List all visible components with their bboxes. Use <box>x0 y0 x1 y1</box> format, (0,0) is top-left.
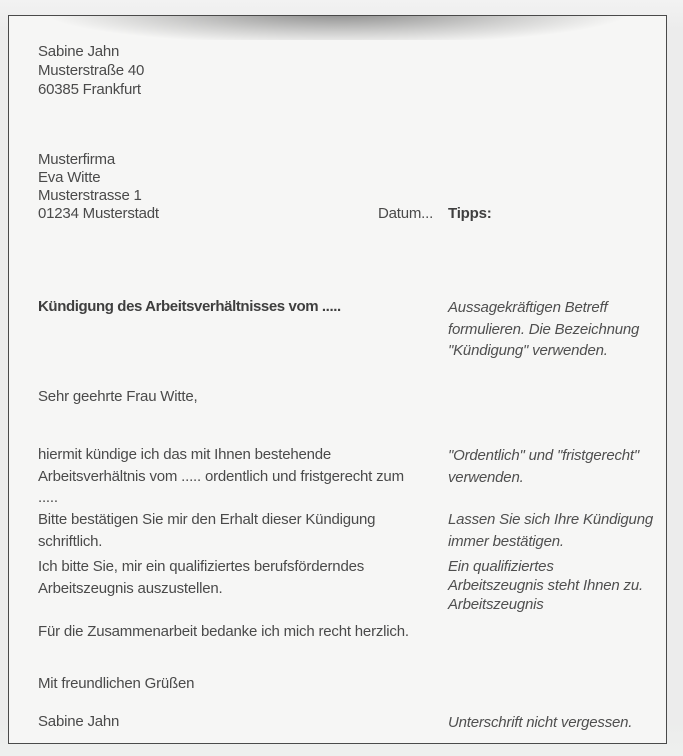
paragraph-line: Für die Zusammenarbeit bedanke ich mich recht herzlich. <box>38 623 409 640</box>
subject-line: Kündigung des Arbeitsverhältnisses vom ..... <box>38 298 341 315</box>
tip-line: "Kündigung" verwenden. <box>448 342 608 359</box>
signature-name: Sabine Jahn <box>38 713 120 730</box>
tip-line: verwenden. <box>448 468 524 486</box>
closing-phrase: Mit freundlichen Grüßen <box>38 675 195 692</box>
body-paragraph <box>38 444 404 509</box>
sender-address <box>38 42 144 99</box>
tip-signature <box>448 712 632 734</box>
tip-line: Unterschrift nicht vergessen. <box>448 714 633 731</box>
paragraph-line: hiermit kündige ich das mit Ihnen bestehende <box>38 446 332 463</box>
body-paragraph <box>38 621 409 643</box>
paragraph-line: Ich bitte Sie, mir ein qualifiziertes berufsförderndes <box>38 558 365 575</box>
recipient-street: Musterstrasse 1 <box>38 187 142 204</box>
body-paragraph <box>38 509 375 552</box>
tip-line: Arbeitszeugnis <box>448 596 544 613</box>
tips-heading: Tipps: <box>448 205 492 222</box>
tip-line: Ein qualifiziertes <box>448 558 554 575</box>
recipient-name: Eva Witte <box>38 169 101 186</box>
letter-page <box>8 15 667 744</box>
tip-reference <box>448 557 643 614</box>
tip-line: formulieren. Die Bezeichnung <box>448 320 640 338</box>
paragraph-line: ..... <box>38 489 58 506</box>
paragraph-line: Bitte bestätigen Sie mir den Erhalt dieser Kündigung <box>38 511 376 528</box>
paragraph-line: Arbeitsverhältnis vom ..... ordentlich und fristgerecht zum <box>38 467 404 485</box>
tip-line: Aussagekräftigen Betreff <box>448 299 608 316</box>
recipient-address <box>38 151 159 223</box>
tip-confirmation <box>448 509 653 552</box>
tip-wording <box>448 445 639 488</box>
recipient-company: Musterfirma <box>38 151 115 168</box>
paragraph-line: schriftlich. <box>38 532 103 550</box>
recipient-city: 01234 Musterstadt <box>38 205 159 222</box>
tip-subject <box>448 297 639 362</box>
paragraph-line: Arbeitszeugnis auszustellen. <box>38 579 223 597</box>
tip-line: Lassen Sie sich Ihre Kündigung <box>448 511 653 528</box>
date-placeholder: Datum... <box>378 205 434 222</box>
sender-city: 60385 Frankfurt <box>38 81 141 98</box>
salutation: Sehr geehrte Frau Witte, <box>38 388 198 405</box>
body-paragraph <box>38 556 364 599</box>
tip-line: Arbeitszeugnis steht Ihnen zu. <box>448 577 643 594</box>
sender-name: Sabine Jahn <box>38 43 120 60</box>
tip-line: "Ordentlich" und "fristgerecht" <box>448 447 640 464</box>
sender-street: Musterstraße 40 <box>38 62 145 79</box>
tip-line: immer bestätigen. <box>448 532 564 550</box>
page-top-shadow <box>9 16 666 40</box>
